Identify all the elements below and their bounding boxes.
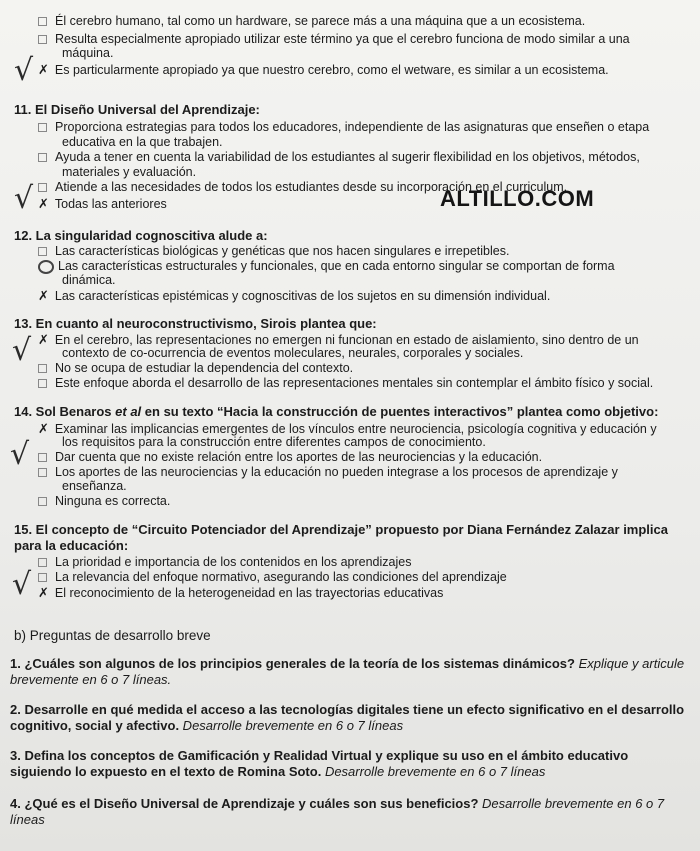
q11-option-1-cont: educativa en la que trabajen.: [62, 135, 223, 149]
q11-option-2-cont: materiales y evaluación.: [62, 165, 197, 179]
checkbox-icon: [38, 497, 47, 506]
q14-option-1-cont: los requisitos para la construcción entre diferentes campos de conocimiento.: [62, 435, 486, 449]
dev-question-4-cont: líneas: [10, 812, 45, 827]
checkmark-icon: √: [14, 181, 34, 216]
cross-mark-icon: ✗: [38, 288, 49, 303]
question-12-title: 12. La singularidad cognoscitiva alude a:: [14, 228, 268, 243]
top-option-2-cont: máquina.: [62, 46, 114, 60]
q15-option-3: ✗ El reconocimiento de la heterogeneidad en las trayectorias educativas: [38, 585, 444, 600]
checkbox-icon: [38, 183, 47, 192]
q13-option-2: No se ocupa de estudiar la dependencia del contexto.: [38, 361, 353, 376]
q12-option-3: ✗ Las características epistémicas y cognoscitivas de los sujetos en su dimensión individual.: [38, 288, 551, 303]
q13-option-1-cont: contexto de co-ocurrencia de eventos moleculares, neurales, corporales y sociales.: [62, 346, 524, 360]
checkbox-icon: [38, 468, 47, 477]
q14-option-3: Los aportes de las neurociencias y la educación no pueden integrase a los procesos de aprendizaje y: [38, 465, 618, 480]
q11-option-3: Atiende a las necesidades de todos los estudiantes desde su incorporación en el curriculum.: [38, 180, 567, 195]
checkbox-icon: [38, 123, 47, 132]
section-b-heading: b) Preguntas de desarrollo breve: [14, 628, 211, 643]
checkmark-icon: √: [14, 53, 34, 88]
q12-option-2-cont: dinámica.: [62, 273, 116, 287]
checkbox-icon: [38, 453, 47, 462]
question-11-title: 11. El Diseño Universal del Aprendizaje:: [14, 102, 260, 117]
question-15-title: 15. El concepto de “Circuito Potenciador del Aprendizaje” propuesto por Diana Fernández Zalazar implica: [14, 522, 668, 537]
checkbox-icon: [38, 379, 47, 388]
dev-question-1: 1. ¿Cuáles son algunos de los principios generales de la teoría de los sistemas dinámicos? Explique y articule: [10, 656, 685, 671]
q14-option-1: ✗ Examinar las implicancias emergentes de los vínculos entre neurociencia, psicología cognitiva y educación y: [38, 421, 657, 436]
checkmark-icon: √: [12, 333, 32, 368]
checkbox-icon: [38, 558, 47, 567]
checkmark-icon: √: [12, 567, 32, 602]
cross-mark-icon: ✗: [38, 585, 49, 600]
cross-mark-icon: ✗: [38, 421, 49, 436]
q13-option-1: ✗ En el cerebro, las representaciones no emergen ni funcionan en estado de aislamiento, sino dentro de un: [38, 332, 639, 347]
q12-option-2: Las características estructurales y funcionales, que en cada entorno singular se comportan de forma: [38, 259, 615, 274]
q14-option-4: Ninguna es correcta.: [38, 494, 170, 509]
top-option-3: ✗ Es particularmente apropiado ya que nuestro cerebro, como el wetware, es similar a un ecosistema.: [38, 62, 609, 77]
checkbox-icon: [38, 35, 47, 44]
top-option-1: Él cerebro humano, tal como un hardware, se parece más a una máquina que a un ecosistema.: [38, 14, 585, 29]
dev-question-2-cont: cognitivo, social y afectivo. Desarrolle brevemente en 6 o 7 líneas: [10, 718, 404, 733]
cross-mark-icon: ✗: [38, 196, 49, 211]
dev-question-1-cont: brevemente en 6 o 7 líneas.: [10, 672, 172, 687]
question-14-title: 14. Sol Benaros et al en su texto “Hacia la construcción de puentes interactivos” plantea como objetivo:: [14, 404, 659, 419]
q15-option-1: La prioridad e importancia de los contenidos en los aprendizajes: [38, 555, 411, 570]
q11-option-1: Proporciona estrategias para todos los educadores, independiente de las asignaturas que enseñen o etapa: [38, 120, 649, 135]
checkbox-icon: [38, 573, 47, 582]
q11-option-4: ✗ Todas las anteriores: [38, 196, 167, 211]
checkbox-icon: [38, 364, 47, 373]
question-13-title: 13. En cuanto al neuroconstructivismo, Sirois plantea que:: [14, 316, 377, 331]
question-15-title-cont: para la educación:: [14, 538, 129, 553]
top-option-2: Resulta especialmente apropiado utilizar este término ya que el cerebro funciona de modo similar a una: [38, 32, 630, 47]
circle-mark-icon: [38, 260, 54, 274]
dev-question-4: 4. ¿Qué es el Diseño Universal de Aprendizaje y cuáles son sus beneficios? Desarrolle brevemente en 6 o 7: [10, 796, 665, 811]
dev-question-2: 2. Desarrolle en qué medida el acceso a las tecnologías digitales tiene un efecto significativo en el desarrollo: [10, 702, 685, 717]
checkbox-icon: [38, 153, 47, 162]
q15-option-2: La relevancia del enfoque normativo, asegurando las condiciones del aprendizaje: [38, 570, 507, 585]
checkbox-icon: [38, 17, 47, 26]
checkbox-icon: [38, 247, 47, 256]
q11-option-2: Ayuda a tener en cuenta la variabilidad de los estudiantes al sugerir flexibilidad en los objetivos, métodos,: [38, 150, 640, 165]
q14-option-2: Dar cuenta que no existe relación entre los aportes de las neurociencias y la educación.: [38, 450, 542, 465]
cross-mark-icon: ✗: [38, 332, 49, 347]
q12-option-1: Las características biológicas y genéticas que nos hacen singulares e irrepetibles.: [38, 244, 509, 259]
dev-question-3: 3. Defina los conceptos de Gamificación y Realidad Virtual y explique su uso en el ámbito educativo: [10, 748, 629, 763]
checkmark-icon: √: [10, 437, 30, 472]
dev-question-3-cont: siguiendo lo expuesto en el texto de Romina Soto. Desarrolle brevemente en 6 o 7 líneas: [10, 764, 546, 779]
watermark-logo: ALTILLO.COM: [440, 186, 595, 211]
q13-option-3: Este enfoque aborda el desarrollo de las representaciones mentales sin contemplar el ámbito físico y social.: [38, 376, 653, 391]
cross-mark-icon: ✗: [38, 62, 49, 77]
q14-option-3-cont: enseñanza.: [62, 479, 127, 493]
